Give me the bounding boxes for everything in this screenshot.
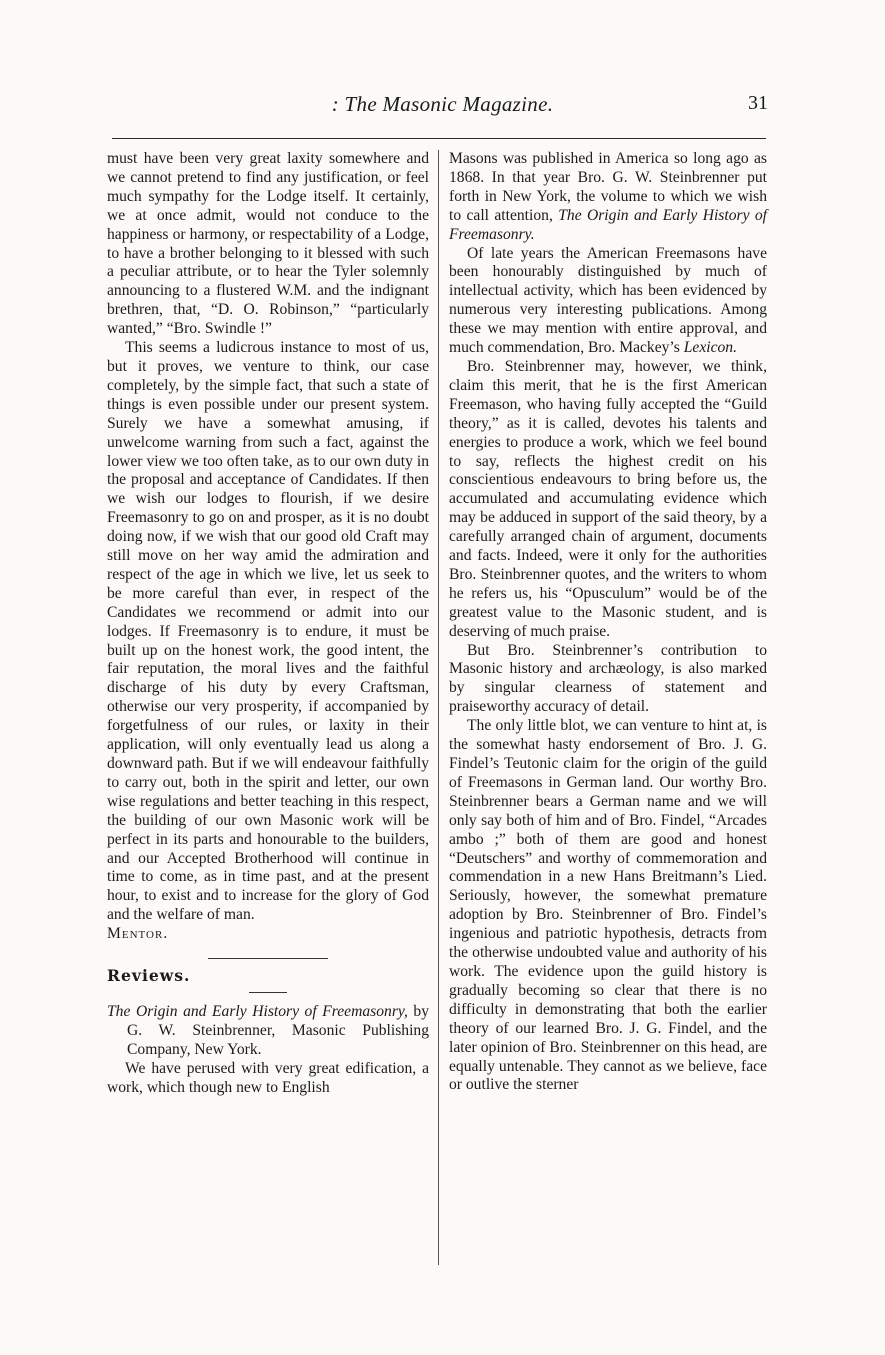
right-paragraph-5: The only little blot, we can venture to hint at, is the somewhat hasty endorsement of Bro. J. G. Findel’s Teutonic claim for the origin of the guild of Freemasons in German land. Our worthy Bro. Steinbrenner bears a German name and we will only say both of him and of Bro. Findel, “Arcades ambo ;” both of them are good and honest “Deutschers” and worthy of commemoration and commendation in a new Hans Breitmann’s Lied. Seriously, however, the somewhat premature adoption by Bro. Steinbrenner of Bro. Findel’s ingenious and patriotic hypothesis, detracts from the otherwise undoubted value and authority of his work. The evidence upon the guild history is gradually becoming so clear that there is no difficulty in demonstrating that both the earlier theory of our learned Bro. J. G. Findel, and the later opinion of Bro. Steinbrenner on this head, are equally untenable. They cannot as we believe, face or outlive the sterner (449, 717, 767, 1094)
right-paragraph-1-text: Masons was published in America so long ago as 1868. In that year Bro. G. W. Steinbrenner put forth in New York, the volume to which we wish to call attention, (449, 150, 767, 224)
review-publisher: by G. W. Steinbrenner, Masonic Publishing Company, New York. (127, 1002, 430, 1058)
left-paragraph-2: This seems a ludicrous instance to most of us, but it proves, we venture to think, our case completely, by the simple fact, that such a state of things is even possible under our present system. Surely we have a somewhat amusing, if unwelcome warning from such a fact, against the lower view we too often take, as to our own duty in the proposal and acceptance of Candidates. If then we wish our lodges to flourish, if we desire Freemasonry to go on and prosper, as it is no doubt doing now, if we wish that our good old Craft may still move on her way amid the admiration and respect of the age in which we live, let us seek to be more careful than ever, in respect of the Candidates we recommend or admit into our lodges. If Freemasonry is to endure, it must be built up on the honest work, the good intent, the fair reputation, the moral lives and the faithful discharge of his duty by every Craftsman, otherwise our very prosperity, if accompanied by forgetfulness of our rules, or laxity in their application, will only eventually lead us along a downward path. But if we will endeavour faithfully to carry out, both in the spirit and letter, our own wise regulations and better teaching in this respect, the building of our own Masonic work will be perfect in its parts and honourable to the builders, and our Accepted Brotherhood will continue in time to come, as in time past, and at the present hour, to exist and to increase for the glory of God and the welfare of man. (107, 339, 429, 924)
right-paragraph-3: Bro. Steinbrenner may, however, we think, claim this merit, that he is the first American Freemason, who having fully accepted the “Guild theory,” as it is called, devotes his talents and energies to produce a work, which we feel bound to say, reflects the highest credit on his conscientious endeavours to bring before us, the accumulated and accumulating evidence which may be adduced in support of the said theory, by a carefully arranged chain of argument, documents and facts. Indeed, were it only for the authorities Bro. Steinbrenner quotes, and the writers to whom he refers us, his “Opusculum” would be of the greatest value to the Masonic student, and is deserving of much praise. (449, 357, 767, 640)
section-divider (208, 958, 328, 959)
running-title: : The Masonic Magazine. (331, 92, 554, 116)
section-heading-reviews: Reviews. (107, 966, 191, 986)
header-rule (112, 138, 766, 139)
review-book-title: The Origin and Early History of Freemasonry, (107, 1002, 408, 1020)
left-column (107, 150, 429, 1098)
left-paragraph-3: We have perused with very great edification, a work, which though new to English (107, 1059, 429, 1096)
heading-underline (249, 992, 287, 993)
left-paragraph-1: must have been very great laxity somewhere and we cannot pretend to find any justification, or feel much sympathy for the Lodge itself. It certainly, we at once admit, would not conduce to the happiness or harmony, or respectability of a Lodge, to have a brother belonging to it blessed with such a peculiar attribute, or to hear the Tyler solemnly announcing to a flustered W.M. and the indignant brethren, that, “D. O. Robinson,” “particularly wanted,” “Bro. Swindle !” (107, 150, 429, 338)
right-paragraph-4: But Bro. Steinbrenner’s contribution to Masonic history and archæology, is also marked by singular clearness of statement and praiseworthy accuracy of detail. (449, 641, 767, 716)
book-title-reference: The Origin and Early History of Freemasonry. (449, 206, 767, 243)
right-paragraph-2 (449, 245, 767, 358)
right-column (449, 150, 767, 1095)
right-paragraph-1 (449, 150, 767, 245)
review-citation (107, 1003, 429, 1060)
lexicon-reference: Lexicon. (683, 339, 737, 357)
page-header (0, 92, 885, 122)
right-paragraph-2-text: Of late years the American Freemasons have been honourably distinguished by much of intellectual activity, which has been evidenced by numerous very interesting publications. Among these we may mention with entire approval, and much commendation, Bro. Mackey’s (449, 244, 767, 357)
column-divider (438, 150, 439, 1265)
page-number: 31 (748, 92, 768, 114)
author-signature: Mentor. (107, 925, 169, 943)
